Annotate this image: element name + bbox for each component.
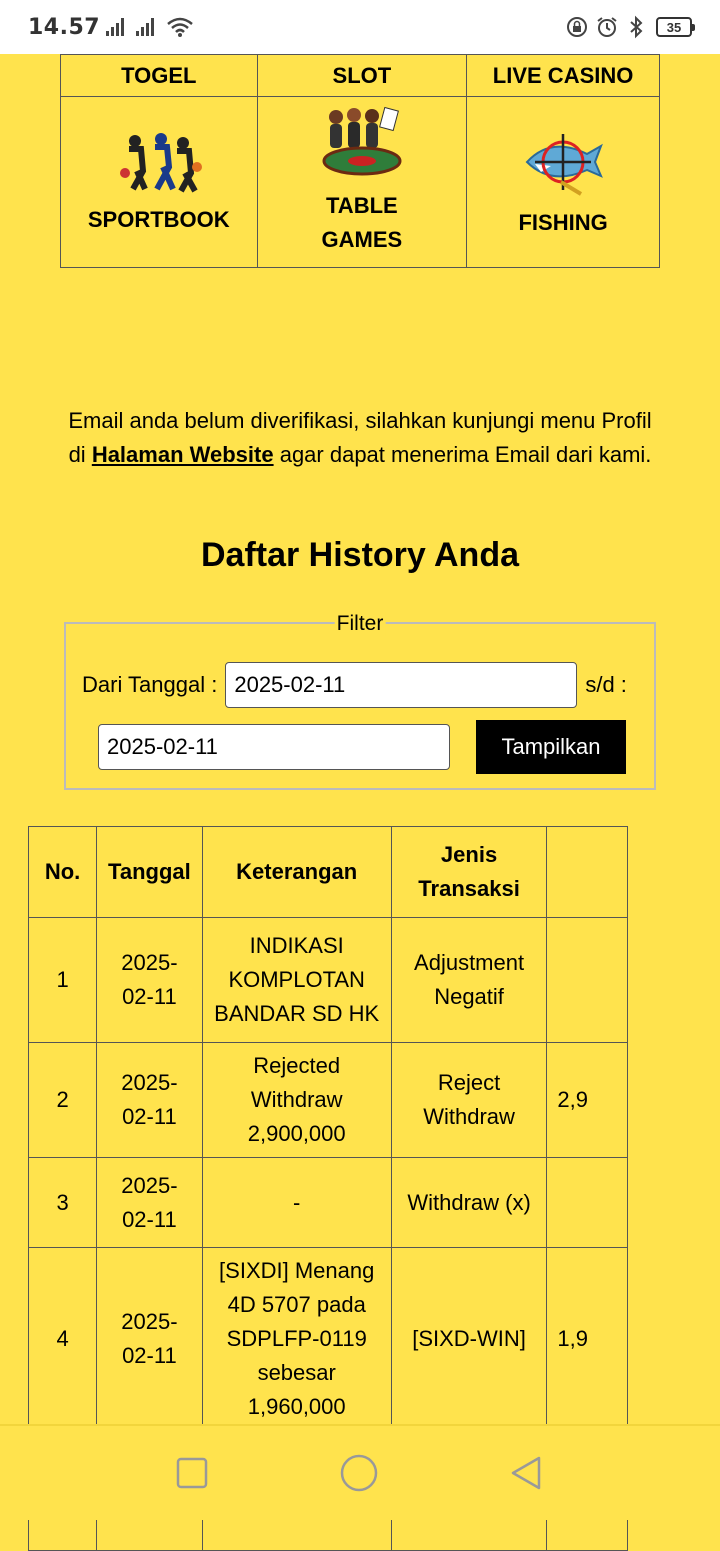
wifi-icon <box>166 16 194 38</box>
category-sportbook[interactable] <box>61 97 258 268</box>
table-header-row <box>29 827 628 918</box>
header-description: Keterangan <box>202 827 391 918</box>
from-date-input[interactable] <box>225 662 577 708</box>
website-page-link[interactable]: Halaman Website <box>91 442 274 467</box>
filter-panel <box>64 612 656 790</box>
header-no: No. <box>29 827 97 918</box>
category-table-games[interactable] <box>257 97 467 268</box>
sportbook-icon <box>117 131 201 195</box>
table-row: 4 2025-02-11 [SIXDI] Menang 4D 5707 pada SDPLFP-0119 sebesar 1,960,000 [SIXD-WIN] 1,9 <box>29 1248 628 1431</box>
signal-icon <box>106 17 130 37</box>
header-amount <box>547 827 628 918</box>
lock-rotation-icon <box>566 16 588 38</box>
header-transaction-type: Jenis Transaksi <box>391 827 547 918</box>
category-grid <box>60 54 660 268</box>
show-button[interactable]: Tampilkan <box>476 720 626 774</box>
signal-icon <box>136 17 160 37</box>
battery-icon: 35 <box>656 17 692 37</box>
from-date-label: Dari Tanggal : <box>82 672 218 697</box>
table-row: 1 2025-02-11 INDIKASI KOMPLOTAN BANDAR SD HK Adjustment Negatif <box>29 918 628 1043</box>
header-date: Tanggal <box>97 827 203 918</box>
home-icon[interactable] <box>339 1453 379 1493</box>
category-label: FISHING <box>518 210 608 235</box>
navigation-bar <box>0 1424 720 1520</box>
fishing-icon <box>521 128 605 198</box>
category-slot[interactable]: SLOT <box>257 55 467 97</box>
recent-apps-icon[interactable] <box>175 1456 209 1490</box>
category-label: TABLE GAMES <box>321 193 403 252</box>
to-date-label: s/d : <box>585 672 627 697</box>
history-table-container[interactable] <box>44 826 660 1426</box>
category-togel[interactable]: TOGEL <box>61 55 258 97</box>
table-row: 2 2025-02-11 Rejected Withdraw 2,900,000 Reject Withdraw 2,9 <box>29 1043 628 1158</box>
filter-legend: Filter <box>336 612 384 635</box>
table-games-icon <box>320 107 404 177</box>
status-time: 14.57 <box>28 14 101 40</box>
bluetooth-icon <box>626 16 648 38</box>
category-fishing[interactable] <box>467 97 660 268</box>
to-date-input[interactable] <box>98 724 450 770</box>
category-live-casino[interactable]: LIVE CASINO <box>467 55 660 97</box>
status-bar <box>0 0 720 54</box>
page-title: Daftar History Anda <box>200 536 520 574</box>
back-icon[interactable] <box>509 1455 545 1491</box>
email-verification-notice: Email anda belum diverifikasi, silahkan kunjungi menu Profil di Halaman Website agar dapat menerima Email dari kami. <box>68 408 652 467</box>
alarm-icon <box>596 16 618 38</box>
table-row: 3 2025-02-11 - Withdraw (x) <box>29 1158 628 1248</box>
category-label: SPORTBOOK <box>87 207 230 232</box>
